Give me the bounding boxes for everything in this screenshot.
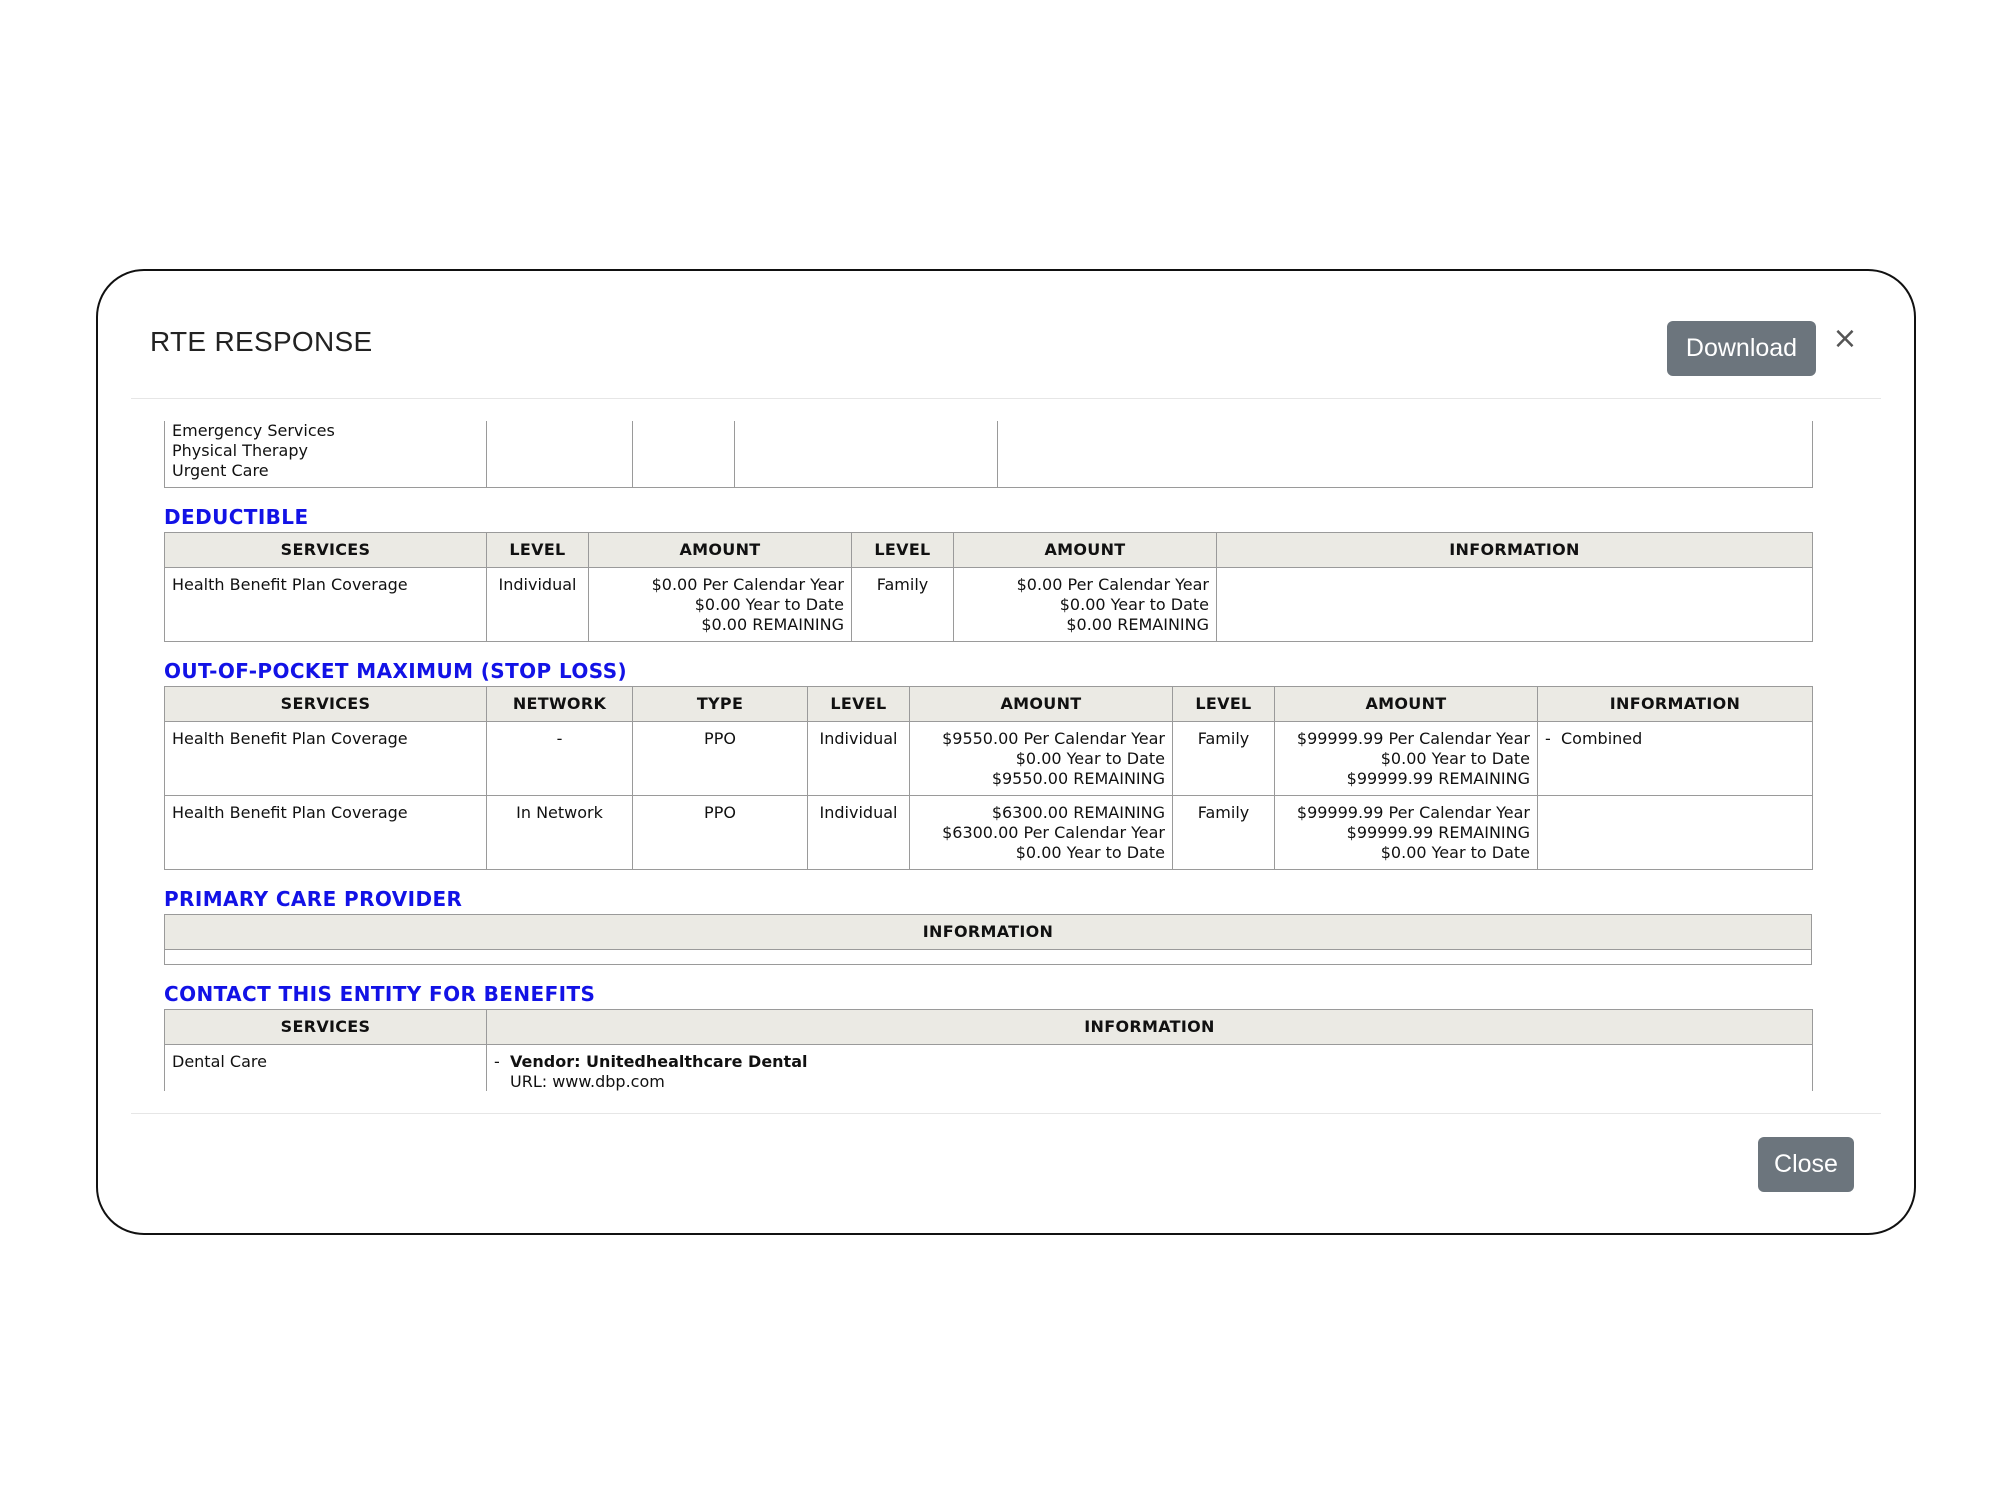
service-cell: Health Benefit Plan Coverage: [165, 796, 487, 870]
vendor-url: URL: www.dbp.com: [510, 1072, 665, 1091]
level-cell: Family: [852, 568, 954, 642]
amount-line: $6300.00 REMAINING: [991, 803, 1165, 822]
col-header: INFORMATION: [1217, 533, 1813, 568]
amount-cell: [910, 722, 1173, 796]
table-header-row: [165, 1010, 1813, 1045]
col-header: INFORMATION: [487, 1010, 1813, 1045]
col-header: TYPE: [633, 687, 808, 722]
empty-cell: [735, 421, 998, 488]
col-header: LEVEL: [852, 533, 954, 568]
amount-line: $99999.99 Per Calendar Year: [1296, 729, 1530, 748]
network-cell: -: [487, 722, 633, 796]
amount-line: $0.00 Year to Date: [694, 595, 844, 614]
table-header-row: [165, 915, 1812, 950]
amount-cell: [1275, 722, 1538, 796]
service-name: Physical Therapy: [172, 441, 308, 460]
amount-line: $0.00 Year to Date: [1380, 749, 1530, 768]
service-cell: Health Benefit Plan Coverage: [165, 568, 487, 642]
col-header: SERVICES: [165, 1010, 487, 1045]
download-button[interactable]: Download: [1667, 321, 1816, 376]
services-cell: [165, 421, 487, 488]
level-cell: Family: [1173, 796, 1275, 870]
col-header: AMOUNT: [954, 533, 1217, 568]
table-header-row: [165, 687, 1813, 722]
close-icon[interactable]: ×: [1832, 320, 1858, 356]
empty-cell: [487, 421, 633, 488]
table-row: [165, 950, 1812, 965]
level-cell: Individual: [808, 722, 910, 796]
col-header: SERVICES: [165, 533, 487, 568]
empty-cell: [165, 950, 1812, 965]
information-cell: [1217, 568, 1813, 642]
amount-line: $99999.99 REMAINING: [1346, 769, 1530, 788]
amount-cell: [589, 568, 852, 642]
oop-title: OUT-OF-POCKET MAXIMUM (STOP LOSS): [164, 659, 628, 683]
network-cell: In Network: [487, 796, 633, 870]
amount-cell: [954, 568, 1217, 642]
col-header: SERVICES: [165, 687, 487, 722]
service-name: Emergency Services: [172, 421, 335, 440]
col-header: AMOUNT: [1275, 687, 1538, 722]
table-row: [165, 796, 1813, 870]
level-cell: Individual: [808, 796, 910, 870]
amount-line: $0.00 Per Calendar Year: [1016, 575, 1209, 594]
modal-title: RTE RESPONSE: [150, 326, 373, 357]
table-row: [165, 722, 1813, 796]
amount-line: $6300.00 Per Calendar Year: [942, 823, 1165, 842]
amount-cell: [910, 796, 1173, 870]
amount-line: $0.00 Year to Date: [1059, 595, 1209, 614]
oop-table: [164, 686, 1813, 870]
service-name: Urgent Care: [172, 461, 269, 480]
previous-section-table: [164, 421, 1813, 488]
amount-line: $0.00 Year to Date: [1015, 843, 1165, 862]
level-cell: Family: [1173, 722, 1275, 796]
information-cell: [1538, 722, 1813, 796]
amount-line: $99999.99 REMAINING: [1346, 823, 1530, 842]
col-header: LEVEL: [487, 533, 589, 568]
amount-cell: [1275, 796, 1538, 870]
table-header-row: [165, 533, 1813, 568]
close-button[interactable]: Close: [1758, 1137, 1854, 1192]
contact-table: [164, 1009, 1813, 1091]
table-row: [165, 568, 1813, 642]
amount-line: $9550.00 Per Calendar Year: [942, 729, 1165, 748]
amount-line: $99999.99 Per Calendar Year: [1296, 803, 1530, 822]
info-dash: -: [1545, 729, 1551, 748]
col-header: AMOUNT: [589, 533, 852, 568]
pcp-title: PRIMARY CARE PROVIDER: [164, 887, 463, 911]
information-cell: [1538, 796, 1813, 870]
table-row: [165, 1045, 1813, 1092]
amount-line: $0.00 REMAINING: [1066, 615, 1209, 634]
amount-line: $0.00 Year to Date: [1380, 843, 1530, 862]
info-text: Combined: [1561, 729, 1643, 748]
col-header: AMOUNT: [910, 687, 1173, 722]
type-cell: PPO: [633, 722, 808, 796]
amount-line: $0.00 Year to Date: [1015, 749, 1165, 768]
deductible-table: [164, 532, 1813, 642]
info-dash: -: [494, 1052, 500, 1071]
col-header: NETWORK: [487, 687, 633, 722]
header-divider: [131, 398, 1881, 399]
information-cell: [487, 1045, 1813, 1092]
col-header: LEVEL: [808, 687, 910, 722]
rte-response-modal: [96, 269, 1916, 1235]
type-cell: PPO: [633, 796, 808, 870]
empty-cell: [633, 421, 735, 488]
service-cell: Dental Care: [165, 1045, 487, 1092]
col-header: INFORMATION: [165, 915, 1812, 950]
amount-line: $0.00 Per Calendar Year: [651, 575, 844, 594]
service-cell: Health Benefit Plan Coverage: [165, 722, 487, 796]
col-header: LEVEL: [1173, 687, 1275, 722]
level-cell: Individual: [487, 568, 589, 642]
empty-cell: [998, 421, 1813, 488]
footer-divider: [131, 1113, 1881, 1114]
contact-title: CONTACT THIS ENTITY FOR BENEFITS: [164, 982, 596, 1006]
amount-line: $9550.00 REMAINING: [991, 769, 1165, 788]
deductible-title: DEDUCTIBLE: [164, 505, 309, 529]
pcp-table: [164, 914, 1812, 965]
modal-body-scroll[interactable]: [164, 421, 1814, 1091]
amount-line: $0.00 REMAINING: [701, 615, 844, 634]
vendor-name: Vendor: Unitedhealthcare Dental: [510, 1052, 808, 1071]
col-header: INFORMATION: [1538, 687, 1813, 722]
